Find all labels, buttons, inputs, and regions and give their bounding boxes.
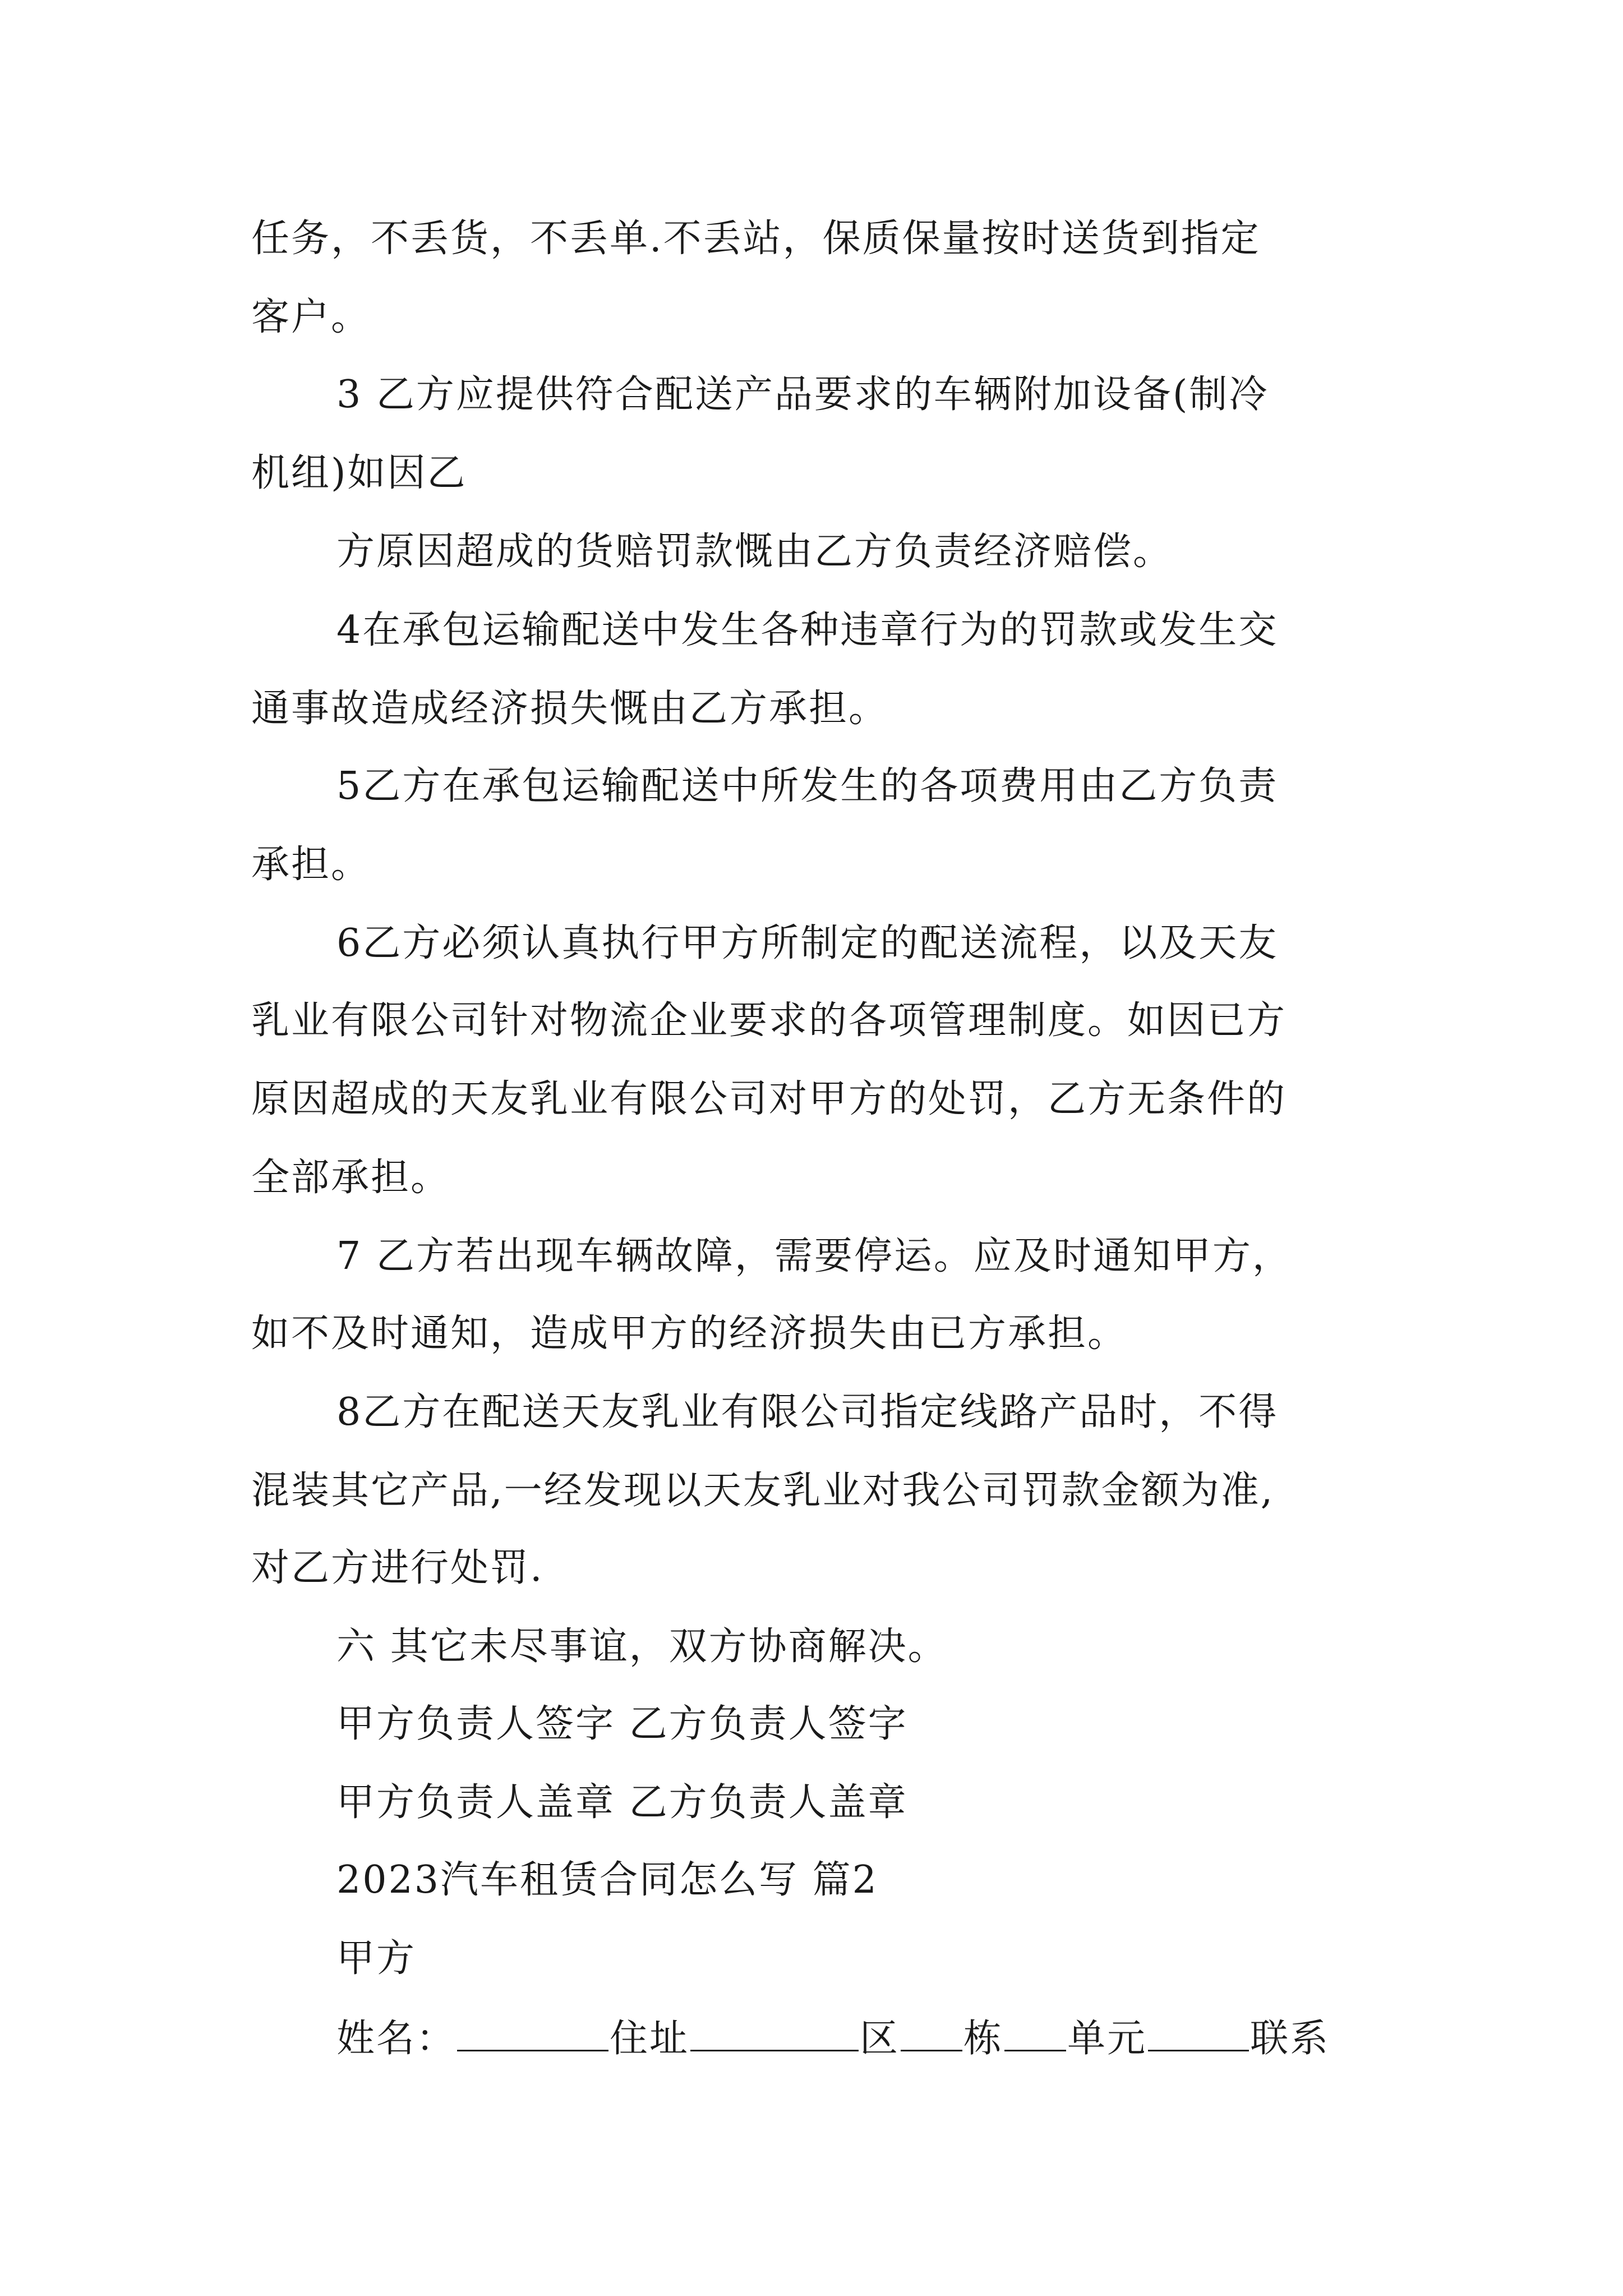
text-line-14: 7 乙方若出现车辆故障，需要停运。应及时通知甲方，	[336, 1234, 1292, 1278]
text-line-21: 甲方负责人盖章 乙方负责人盖章	[336, 1780, 908, 1825]
text-line-19: 六 其它未尽事谊，双方协商解决。	[336, 1625, 948, 1669]
text-line-22: 2023汽车租赁合同怎么写 篇2	[336, 1858, 878, 1902]
building-label: 栋	[963, 2017, 1004, 2061]
text-line-17: 混装其它产品,一经发现以天友乳业对我公司罚款金额为准,	[251, 1469, 1275, 1513]
text-line-11: 乳业有限公司针对物流企业要求的各项管理制度。如因已方	[251, 999, 1287, 1043]
text-line-20: 甲方负责人签字 乙方负责人签字	[336, 1702, 908, 1746]
text-line-8: 5乙方在承包运输配送中所发生的各项费用由乙方负责	[336, 764, 1279, 808]
form-line	[336, 2017, 1330, 2061]
text-line-7: 通事故造成经济损失慨由乙方承担。	[251, 687, 889, 731]
contact-label: 联系	[1250, 2017, 1330, 2061]
district-blank	[901, 2017, 962, 2051]
text-line-4: 机组)如因乙	[251, 451, 467, 495]
address-label: 住址	[610, 2017, 690, 2061]
text-line-6: 4在承包运输配送中发生各种违章行为的罚款或发生交	[336, 608, 1279, 652]
text-line-18: 对乙方进行处罚.	[251, 1546, 544, 1590]
text-line-13: 全部承担。	[251, 1156, 451, 1200]
text-line-1: 任务，不丢货，不丢单.不丢站，保质保量按时送货到指定	[251, 217, 1261, 261]
name-label: 姓名：	[336, 2017, 457, 2061]
text-line-15: 如不及时通知，造成甲方的经济损失由已方承担。	[251, 1312, 1128, 1356]
text-line-2: 客户。	[251, 295, 371, 339]
unit-label: 单元	[1067, 2017, 1147, 2061]
text-line-3: 3 乙方应提供符合配送产品要求的车辆附加设备(制冷	[336, 372, 1269, 417]
text-line-9: 承担。	[251, 843, 371, 887]
text-line-16: 8乙方在配送天友乳业有限公司指定线路产品时，不得	[336, 1390, 1279, 1434]
building-blank	[1004, 2017, 1066, 2051]
text-line-12: 原因超成的天友乳业有限公司对甲方的处罚，乙方无条件的	[251, 1077, 1287, 1121]
text-line-5: 方原因超成的货赔罚款慨由乙方负责经济赔偿。	[336, 530, 1173, 574]
text-line-23: 甲方	[336, 1936, 417, 1981]
unit-blank	[1148, 2017, 1249, 2051]
text-line-10: 6乙方必须认真执行甲方所制定的配送流程，以及天友	[336, 921, 1279, 965]
name-blank	[457, 2017, 608, 2051]
district-label: 区	[860, 2017, 900, 2061]
address-blank	[690, 2017, 859, 2051]
